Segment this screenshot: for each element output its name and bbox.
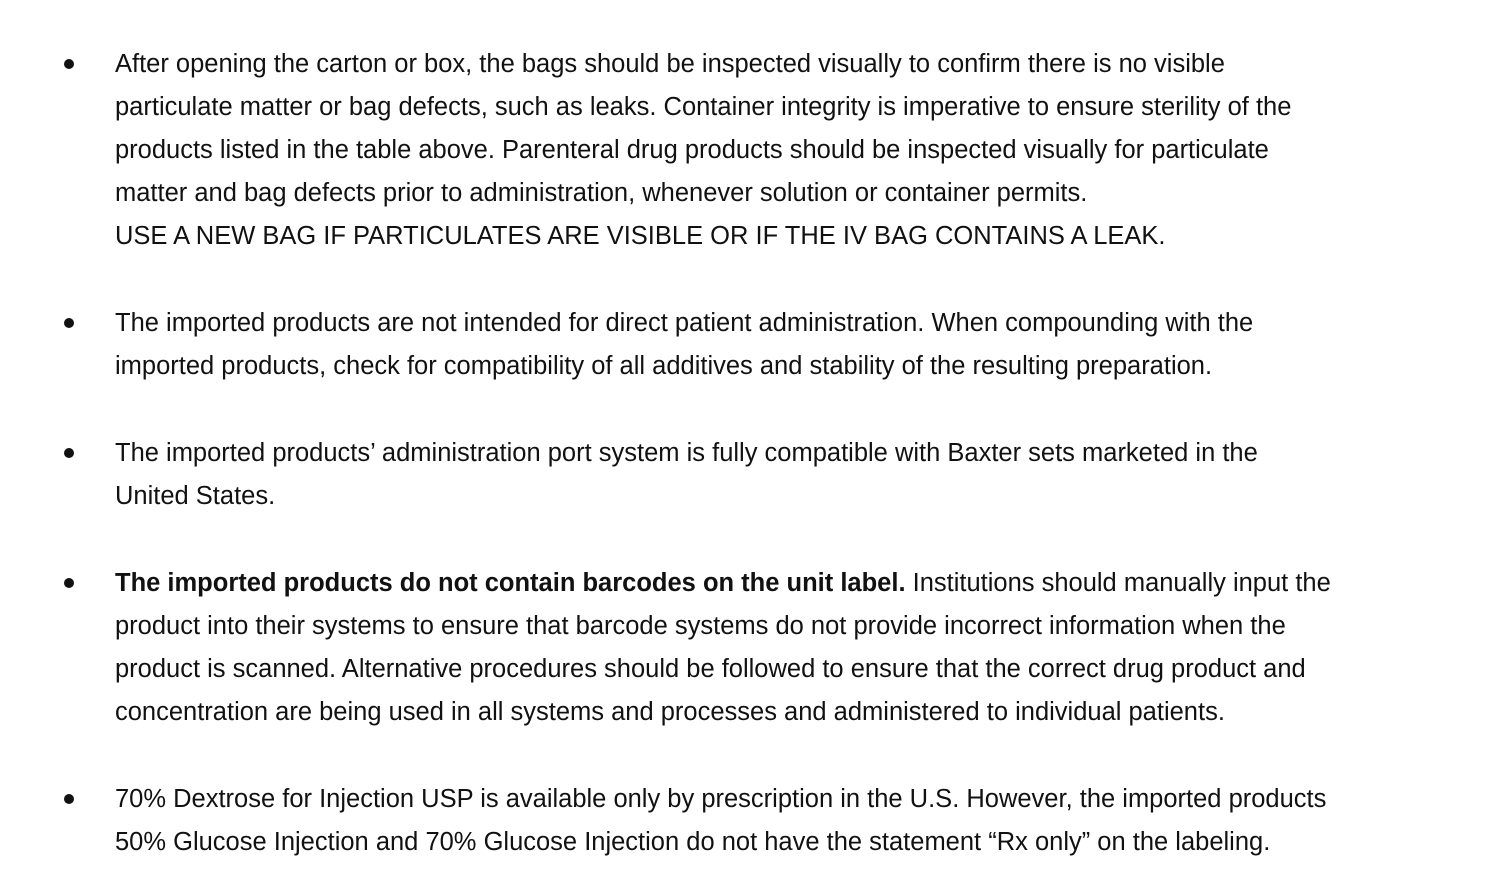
list-item-text [115,562,1460,734]
list-item-text [115,43,1460,258]
text-line: After opening the carton or box, the bags should be inspected visually to confirm there is no visible [115,50,1225,78]
bold-lead-text: The imported products do not contain barcodes on the unit label. [115,569,906,597]
text-line: USE A NEW BAG IF PARTICULATES ARE VISIBLE OR IF THE IV BAG CONTAINS A LEAK. [115,222,1166,250]
bullet-icon [64,318,74,328]
text-line: particulate matter or bag defects, such as leaks. Container integrity is imperative to ensure sterility of the [115,93,1292,121]
text-line: 50% Glucose Injection and 70% Glucose Injection do not have the statement “Rx only” on the labeling. [115,828,1271,856]
text-line: concentration are being used in all systems and processes and administered to individual patients. [115,698,1225,726]
text-line: 70% Dextrose for Injection USP is available only by prescription in the U.S. However, the imported products [115,785,1327,813]
text-line: The imported products’ administration port system is fully compatible with Baxter sets marketed in the [115,439,1258,467]
text-line [115,562,1460,605]
text-continuation: Institutions should manually input the [905,569,1331,597]
text-line: product into their systems to ensure that barcode systems do not provide incorrect information when the [115,612,1286,640]
text-line: product is scanned. Alternative procedures should be followed to ensure that the correct drug product and [115,655,1306,683]
text-line: products listed in the table above. Parenteral drug products should be inspected visually for particulate [115,136,1269,164]
list-item-text [115,432,1460,518]
text-line: The imported products are not intended for direct patient administration. When compounding with the [115,309,1254,337]
text-line: matter and bag defects prior to administration, whenever solution or container permits. [115,179,1088,207]
list-item-text [115,778,1460,864]
bullet-icon [64,794,74,804]
text-line: United States. [115,482,276,510]
bullet-icon [64,59,74,69]
list-item-text [115,302,1460,388]
bullet-icon [64,448,74,458]
bullet-icon [64,578,74,588]
text-line: imported products, check for compatibility of all additives and stability of the resulting preparation. [115,352,1213,380]
